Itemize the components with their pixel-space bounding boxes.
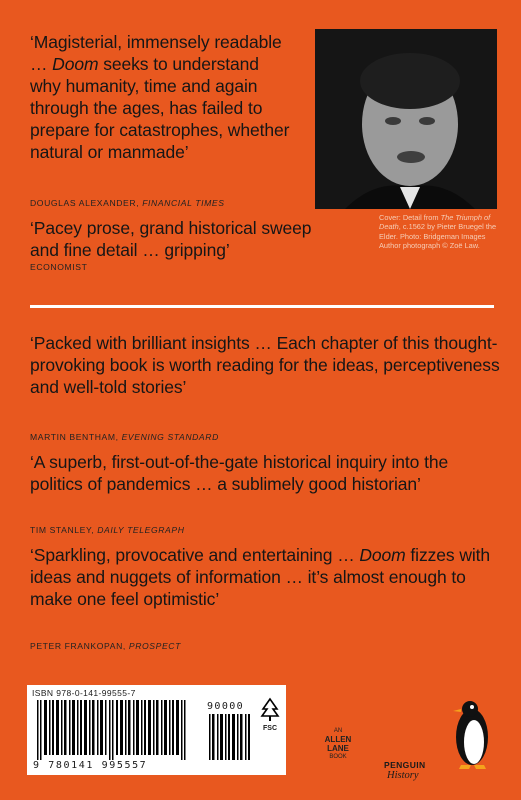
penguin-wordmark: PENGUIN [384,760,426,770]
barcode-digits: 9 780141 995557 [33,760,148,771]
quote-4-author: TIM STANLEY, [30,525,95,535]
quote-1-author: DOUGLAS ALEXANDER, [30,198,140,208]
quote-5-source: PROSPECT [128,641,181,651]
quote-2-attribution [30,262,87,272]
quote-1-attribution [30,198,225,208]
quote-1-source: FINANCIAL TIMES [142,198,225,208]
barcode-panel [27,685,286,775]
imprint-an: AN [333,728,343,734]
author-photo [315,29,497,209]
imprint-book: BOOK [329,754,347,760]
fsc-logo [259,697,281,735]
quote-3-attribution [30,432,219,442]
quote-2 [30,217,330,261]
imprint-lane: LANE [327,744,349,753]
author-portrait-icon [315,29,497,209]
quote-3-text: ‘Packed with brilliant insights … Each chapter of this thought-provoking book is worth reading for the ideas, perceptiveness and well-told stories’ [30,333,500,397]
quote-5-text-a: ‘Sparkling, provocative and entertaining … [30,545,360,565]
fsc-tree-icon [259,697,281,723]
quote-2-source: ECONOMIST [30,262,88,272]
price-code: 90000 [207,701,245,712]
caption-cover-suffix: , c.1562 by Pieter Bruegel the Elder. Photo: Bridgeman Images [379,222,497,241]
fsc-label: FSC [263,725,277,732]
caption-cover-title: The Triumph of Death [379,213,491,232]
divider-rule [30,305,494,308]
quote-3-source: EVENING STANDARD [121,432,219,442]
barcode-bars [37,700,197,760]
quote-2-text: ‘Pacey prose, grand historical sweep and fine detail … gripping’ [30,218,312,260]
quote-5-author: PETER FRANKOPAN, [30,641,126,651]
quote-4-source: DAILY TELEGRAPH [97,525,185,535]
isbn-label: ISBN 978-0-141-99555-7 [32,688,136,698]
quote-5-title: Doom [359,545,406,565]
imprint-allen: ALLEN [324,735,352,744]
quote-3 [30,332,500,398]
penguin-logo-icon [449,695,495,771]
price-barcode-bars [209,714,251,760]
quote-5-attribution [30,641,181,651]
caption-author-photo: Author photograph © Zoë Law. [379,241,480,251]
quote-1-text-b: seeks to understand why humanity, time and again through the ages, has failed to prepare for catastrophes, whether natural or manmade’ [30,54,290,162]
quote-1 [30,31,290,163]
quote-1-text-a: ‘Magisterial, immensely readable … [30,32,282,74]
quote-4-text: ‘A superb, first-out-of-the-gate historical inquiry into the politics of pandemics … a sublimely good historian’ [30,452,449,494]
caption-cover-prefix: Cover: Detail from [379,213,441,222]
quote-4 [30,451,500,495]
quote-4-attribution [30,525,185,535]
quote-5 [30,544,500,610]
quote-3-author: MARTIN BENTHAM, [30,432,119,442]
history-series: History [387,770,419,781]
quote-5-text-b: fizzes with ideas and nuggets of information … it’s almost enough to make one feel optimistic’ [30,545,491,609]
cover-caption [379,213,501,251]
allen-lane-imprint [322,727,354,761]
quote-1-title: Doom [52,54,99,74]
